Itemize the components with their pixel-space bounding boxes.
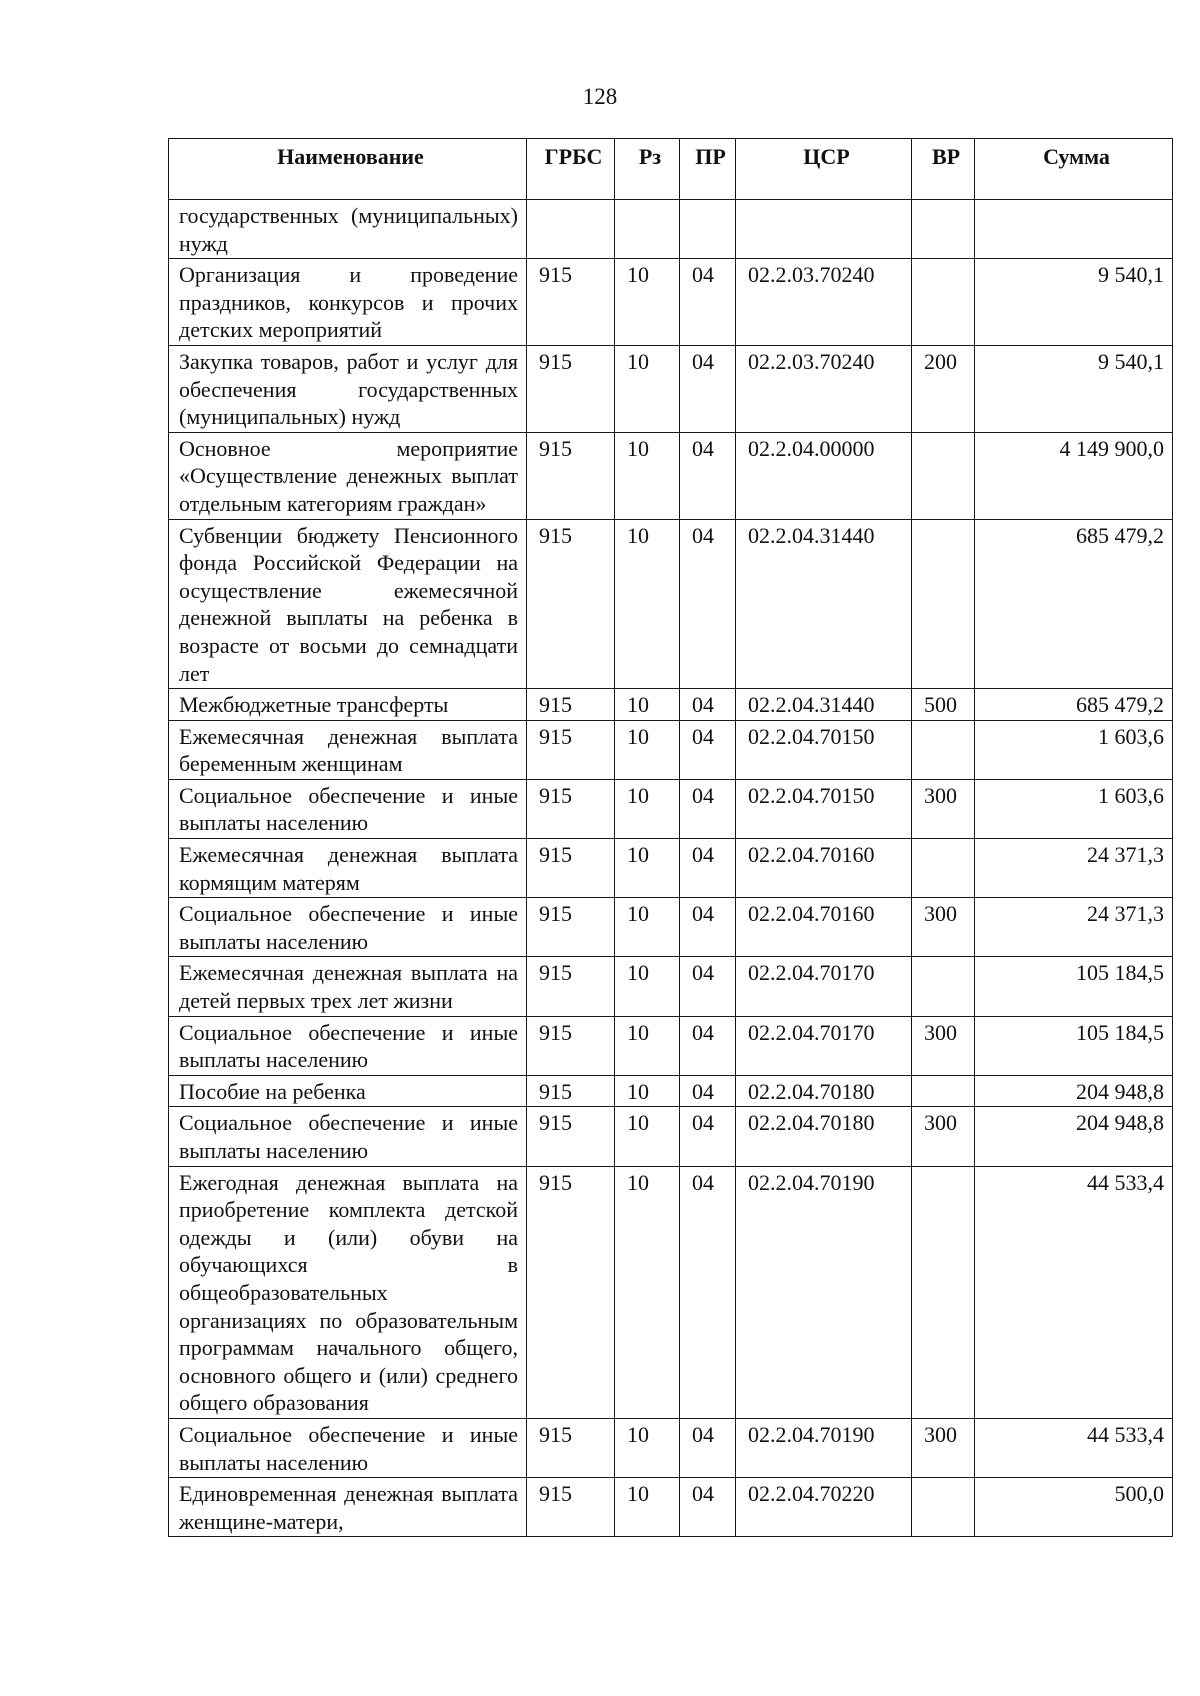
cell-csr: 02.2.04.70160 <box>736 839 912 898</box>
cell-csr: 02.2.04.70150 <box>736 779 912 838</box>
cell-pr: 04 <box>680 779 736 838</box>
cell-vr: 300 <box>912 779 975 838</box>
cell-rz <box>615 200 680 259</box>
cell-name: Закупка товаров, работ и услуг для обеспечения государственных (муниципальных) нужд <box>169 345 527 432</box>
cell-name: Социальное обеспечение и иные выплаты населению <box>169 779 527 838</box>
cell-sum: 24 371,3 <box>975 839 1173 898</box>
cell-name: Ежегодная денежная выплата на приобретение комплекта детской одежды и (или) обуви на обучающихся в общеобразовательных организациях по образовательным программам начального общего, основного общего и (или) среднего общего образования <box>169 1166 527 1418</box>
cell-rz: 10 <box>615 432 680 519</box>
cell-grbs: 915 <box>527 839 615 898</box>
cell-grbs: 915 <box>527 1107 615 1166</box>
cell-sum: 9 540,1 <box>975 345 1173 432</box>
cell-rz: 10 <box>615 839 680 898</box>
header-csr: ЦСР <box>736 139 912 200</box>
cell-name: Субвенции бюджету Пенсионного фонда Российской Федерации на осуществление ежемесячной денежной выплаты на ребенка в возрасте от восьми до семнадцати лет <box>169 519 527 689</box>
cell-pr: 04 <box>680 957 736 1016</box>
cell-name: государственных (муниципальных) нужд <box>169 200 527 259</box>
table-row <box>169 432 1173 519</box>
cell-rz: 10 <box>615 1166 680 1418</box>
cell-vr <box>912 1166 975 1418</box>
cell-pr <box>680 200 736 259</box>
cell-vr <box>912 1075 975 1107</box>
cell-csr <box>736 200 912 259</box>
cell-rz: 10 <box>615 1016 680 1075</box>
cell-pr: 04 <box>680 1107 736 1166</box>
cell-rz: 10 <box>615 779 680 838</box>
cell-pr: 04 <box>680 689 736 721</box>
table-row <box>169 519 1173 689</box>
cell-rz: 10 <box>615 259 680 346</box>
cell-rz: 10 <box>615 689 680 721</box>
header-grbs: ГРБС <box>527 139 615 200</box>
table-row <box>169 1418 1173 1477</box>
cell-vr <box>912 200 975 259</box>
cell-name: Социальное обеспечение и иные выплаты населению <box>169 1107 527 1166</box>
cell-vr <box>912 839 975 898</box>
table-row <box>169 1166 1173 1418</box>
cell-vr: 300 <box>912 1016 975 1075</box>
cell-pr: 04 <box>680 432 736 519</box>
cell-pr: 04 <box>680 1166 736 1418</box>
cell-sum: 1 603,6 <box>975 779 1173 838</box>
header-vr: ВР <box>912 139 975 200</box>
table-row <box>169 898 1173 957</box>
table-row <box>169 345 1173 432</box>
cell-vr <box>912 957 975 1016</box>
cell-csr: 02.2.04.70170 <box>736 957 912 1016</box>
cell-grbs: 915 <box>527 1075 615 1107</box>
cell-rz: 10 <box>615 1107 680 1166</box>
cell-pr: 04 <box>680 259 736 346</box>
cell-grbs: 915 <box>527 689 615 721</box>
cell-grbs: 915 <box>527 1478 615 1537</box>
cell-rz: 10 <box>615 1418 680 1477</box>
cell-sum: 4 149 900,0 <box>975 432 1173 519</box>
cell-name: Единовременная денежная выплата женщине-матери, <box>169 1478 527 1537</box>
table-row <box>169 839 1173 898</box>
table-body <box>169 200 1173 1537</box>
cell-grbs: 915 <box>527 720 615 779</box>
cell-rz: 10 <box>615 957 680 1016</box>
cell-sum: 24 371,3 <box>975 898 1173 957</box>
cell-sum <box>975 200 1173 259</box>
cell-csr: 02.2.04.70190 <box>736 1166 912 1418</box>
cell-sum: 204 948,8 <box>975 1107 1173 1166</box>
cell-rz: 10 <box>615 345 680 432</box>
cell-sum: 105 184,5 <box>975 957 1173 1016</box>
cell-vr: 300 <box>912 1107 975 1166</box>
cell-csr: 02.2.04.70160 <box>736 898 912 957</box>
cell-vr <box>912 720 975 779</box>
cell-name: Основное мероприятие «Осуществление денежных выплат отдельным категориям граждан» <box>169 432 527 519</box>
cell-grbs <box>527 200 615 259</box>
cell-grbs: 915 <box>527 1418 615 1477</box>
cell-pr: 04 <box>680 1418 736 1477</box>
cell-rz: 10 <box>615 1478 680 1537</box>
cell-name: Социальное обеспечение и иные выплаты населению <box>169 1016 527 1075</box>
cell-pr: 04 <box>680 519 736 689</box>
cell-grbs: 915 <box>527 1016 615 1075</box>
cell-pr: 04 <box>680 1075 736 1107</box>
cell-pr: 04 <box>680 720 736 779</box>
cell-name: Социальное обеспечение и иные выплаты населению <box>169 898 527 957</box>
cell-vr <box>912 1478 975 1537</box>
budget-table <box>168 138 1173 1537</box>
cell-vr <box>912 432 975 519</box>
table-row <box>169 957 1173 1016</box>
cell-vr <box>912 519 975 689</box>
cell-pr: 04 <box>680 898 736 957</box>
table-header <box>169 139 1173 200</box>
table-row <box>169 1478 1173 1537</box>
cell-csr: 02.2.04.70190 <box>736 1418 912 1477</box>
cell-name: Организация и проведение праздников, конкурсов и прочих детских мероприятий <box>169 259 527 346</box>
cell-csr: 02.2.04.00000 <box>736 432 912 519</box>
cell-rz: 10 <box>615 898 680 957</box>
cell-sum: 500,0 <box>975 1478 1173 1537</box>
cell-vr <box>912 259 975 346</box>
cell-pr: 04 <box>680 1478 736 1537</box>
cell-vr: 500 <box>912 689 975 721</box>
header-rz: Рз <box>615 139 680 200</box>
header-sum: Сумма <box>975 139 1173 200</box>
cell-sum: 685 479,2 <box>975 689 1173 721</box>
cell-csr: 02.2.04.31440 <box>736 689 912 721</box>
cell-rz: 10 <box>615 519 680 689</box>
cell-csr: 02.2.04.70220 <box>736 1478 912 1537</box>
cell-grbs: 915 <box>527 519 615 689</box>
cell-sum: 105 184,5 <box>975 1016 1173 1075</box>
cell-grbs: 915 <box>527 1166 615 1418</box>
page-number: 128 <box>582 84 618 109</box>
cell-csr: 02.2.03.70240 <box>736 345 912 432</box>
cell-rz: 10 <box>615 720 680 779</box>
cell-csr: 02.2.04.70180 <box>736 1107 912 1166</box>
table-row <box>169 1016 1173 1075</box>
cell-name: Межбюджетные трансферты <box>169 689 527 721</box>
cell-grbs: 915 <box>527 259 615 346</box>
cell-vr: 300 <box>912 898 975 957</box>
cell-rz: 10 <box>615 1075 680 1107</box>
table-row <box>169 720 1173 779</box>
table-row <box>169 689 1173 721</box>
cell-sum: 9 540,1 <box>975 259 1173 346</box>
cell-grbs: 915 <box>527 898 615 957</box>
header-name: Наименование <box>169 139 527 200</box>
cell-name: Социальное обеспечение и иные выплаты населению <box>169 1418 527 1477</box>
cell-name: Ежемесячная денежная выплата беременным женщинам <box>169 720 527 779</box>
cell-grbs: 915 <box>527 957 615 1016</box>
header-pr: ПР <box>680 139 736 200</box>
cell-sum: 204 948,8 <box>975 1075 1173 1107</box>
cell-vr: 300 <box>912 1418 975 1477</box>
cell-grbs: 915 <box>527 432 615 519</box>
cell-pr: 04 <box>680 345 736 432</box>
cell-name: Пособие на ребенка <box>169 1075 527 1107</box>
cell-name: Ежемесячная денежная выплата на детей первых трех лет жизни <box>169 957 527 1016</box>
cell-pr: 04 <box>680 839 736 898</box>
table-row <box>169 1107 1173 1166</box>
cell-sum: 685 479,2 <box>975 519 1173 689</box>
cell-csr: 02.2.04.70150 <box>736 720 912 779</box>
cell-name: Ежемесячная денежная выплата кормящим матерям <box>169 839 527 898</box>
cell-sum: 44 533,4 <box>975 1418 1173 1477</box>
cell-pr: 04 <box>680 1016 736 1075</box>
cell-vr: 200 <box>912 345 975 432</box>
cell-csr: 02.2.04.70180 <box>736 1075 912 1107</box>
cell-sum: 44 533,4 <box>975 1166 1173 1418</box>
table-row <box>169 259 1173 346</box>
cell-csr: 02.2.04.31440 <box>736 519 912 689</box>
table-row <box>169 200 1173 259</box>
cell-sum: 1 603,6 <box>975 720 1173 779</box>
table-row <box>169 1075 1173 1107</box>
header-row <box>169 139 1173 200</box>
cell-grbs: 915 <box>527 779 615 838</box>
cell-csr: 02.2.04.70170 <box>736 1016 912 1075</box>
cell-grbs: 915 <box>527 345 615 432</box>
table-row <box>169 779 1173 838</box>
cell-csr: 02.2.03.70240 <box>736 259 912 346</box>
